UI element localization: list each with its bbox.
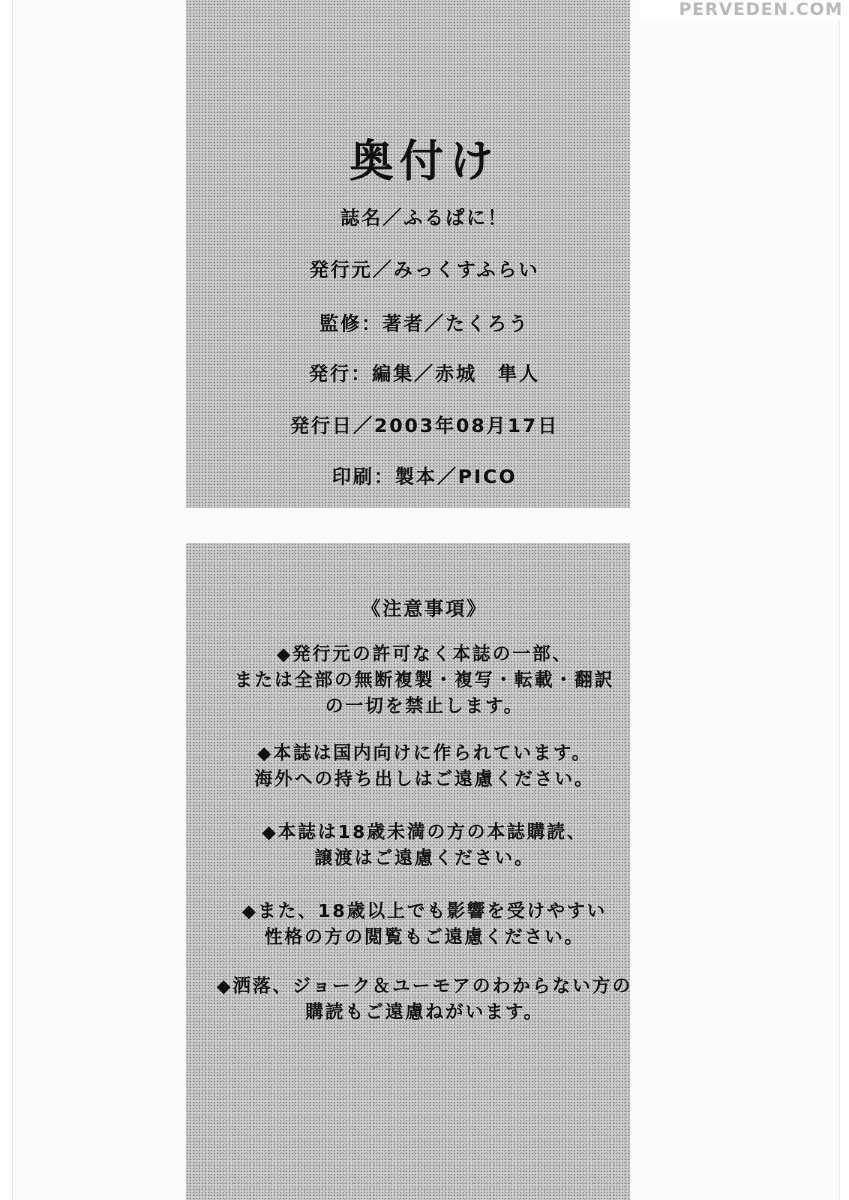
note-item (0, 820, 849, 872)
note-line: 海外への持ち出しはご遠慮ください。 (254, 769, 595, 790)
note-item (0, 899, 849, 951)
note-line: ◆発行元の許可なく本誌の一部、 (276, 644, 573, 665)
info-line-printer: 印刷：製本／PICO (331, 466, 518, 488)
info-line-title: 誌名／ふるぱに！ (340, 207, 509, 229)
colophon-title: 奥付け (349, 136, 500, 187)
note-line: ◆本誌は18歳未満の方の本誌購読、 (262, 822, 587, 843)
note-line: または全部の無断複製・複写・転載・翻訳 (234, 670, 615, 691)
note-line: ◆洒落、ジョーク＆ユーモアのわからない方の (216, 976, 633, 997)
info-line-date: 発行日／2003年08月17日 (290, 415, 559, 437)
info-line-editor: 発行：編集／赤城 隼人 (308, 363, 540, 385)
note-line: の一切を禁止します。 (325, 696, 524, 717)
notes-heading: 《注意事項》 (361, 598, 488, 620)
site-watermark: PERVEDEN.COM (640, 0, 843, 20)
note-line: ◆本誌は国内向けに作られています。 (257, 743, 592, 764)
note-line: 購読もご遠慮ねがいます。 (305, 1002, 544, 1023)
note-item (0, 974, 849, 1026)
note-item (0, 642, 849, 720)
info-line-publisher: 発行元／みっくすふらい (309, 259, 540, 281)
note-line: 性格の方の閲覧もご遠慮ください。 (264, 927, 585, 948)
note-item (0, 741, 849, 793)
info-line-author: 監修：著者／たくろう (319, 313, 530, 335)
note-line: ◆また、18歳以上でも影響を受けやすい (242, 901, 607, 922)
note-line: 譲渡はご遠慮ください。 (314, 848, 535, 869)
